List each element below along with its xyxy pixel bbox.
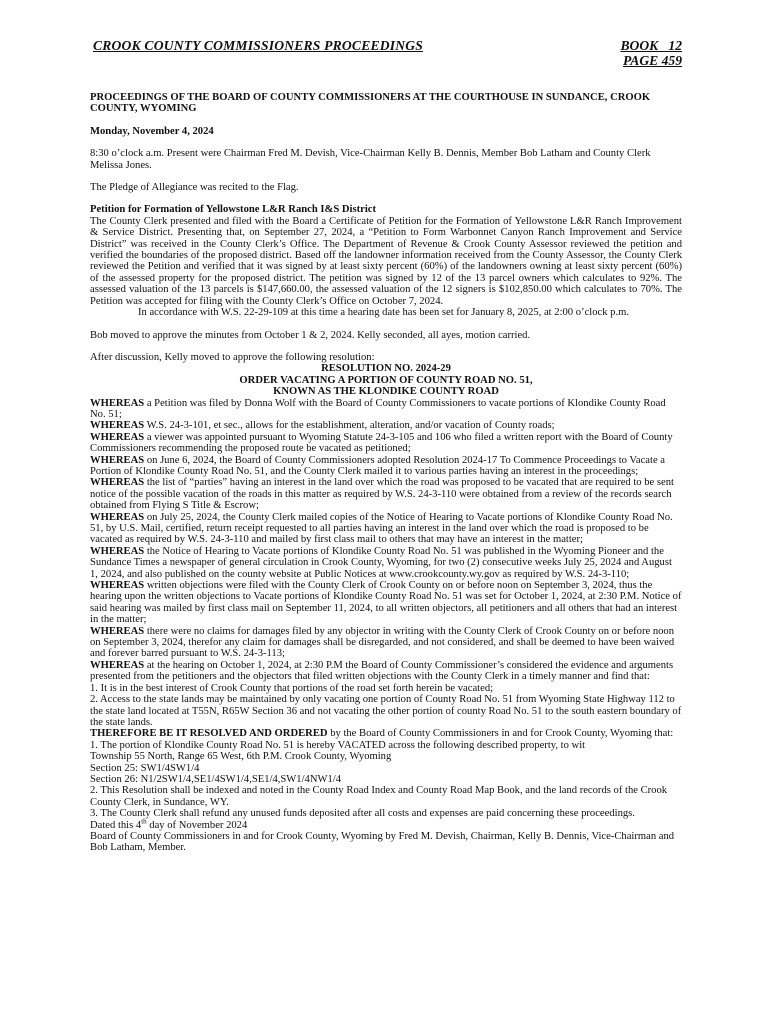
whereas-label: WHEREAS [90, 545, 145, 557]
order-item: Township 55 North, Range 65 West, 6th P.M. Crook County, Wyoming [90, 751, 392, 763]
whereas-text: on July 25, 2024, the County Clerk mailed copies of the Notice of Hearing to Vacate portions of Klondike County Road No. 51, by U.S. Mail, certified, return receipt requested to all parties having an interest in the land over which the road is proposed to be vacated as required by W.S. 24-3-110 and mailed by first class mail to others that may have an interest in the matter; [90, 511, 673, 546]
resolution-number: RESOLUTION NO. 2024-29 [321, 363, 451, 375]
book-number: BOOK 12 [620, 38, 682, 53]
whereas-clause [90, 455, 682, 478]
resolution-title-2: KNOWN AS THE KLONDIKE COUNTY ROAD [273, 386, 499, 398]
whereas-list [90, 398, 682, 683]
whereas-text: there were no claims for damages filed by any objector in writing with the County Clerk of Crook County on or before noon on September 3, 2024, therefor any claim for damages shall be disregarded, and not considered, and shall be deemed to have been waived and forever barred pursuant to W.S. 24-3-113; [90, 625, 675, 660]
whereas-text: the list of “parties” having an interest in the land over which the road was proposed to be vacated that are required to be sent notice of the possible vacation of the roads in this matter as required by W.S. 24-3-110 were obtained from a review of the records search obtained from Flying S Title & Escrow; [90, 477, 674, 512]
whereas-text: written objections were filed with the County Clerk of Crook County on or before noon on September 3, 2024, thus the hearing upon the written objections to Vacate portions of Klondike County Road No. 51 was set for October 1, 2024, at 2:30 P.M. Notice of said hearing was mailed by first class mail on September 11, 2024, to all written objectors, all petitioners and all others that had an interest in the matter; [90, 580, 682, 626]
whereas-clause [90, 660, 682, 683]
whereas-label: WHEREAS [90, 625, 145, 637]
therefore-text: by the Board of County Commissioners in and for Crook County, Wyoming that: [327, 728, 674, 740]
whereas-clause [90, 512, 682, 546]
therefore-label: THEREFORE BE IT RESOLVED AND ORDERED [90, 728, 328, 740]
proceedings-title: CROOK COUNTY COMMISSIONERS PROCEEDINGS [93, 38, 424, 53]
dated-prefix: Dated this 4 [90, 819, 142, 831]
book-page-label [620, 38, 682, 68]
whereas-text: on June 6, 2024, the Board of County Commissioners adopted Resolution 2024-17 To Commence Proceedings to Vacate a Portion of Klondike County Road No. 51, and the County Clerk mailed it to various parties having an interest in the proceedings; [90, 454, 666, 477]
whereas-clause [90, 580, 682, 626]
finding-item: 1. It is in the best interest of Crook County that portions of the road set forth herein be vacated; [90, 682, 494, 694]
signers-paragraph: Board of County Commissioners in and for Crook County, Wyoming by Fred M. Devish, Chairman, Kelly B. Dennis, Vice-Chairman and Bob Latham, Member. [90, 830, 675, 854]
petition-hearing: In accordance with W.S. 22-29-109 at this time a hearing date has been set for January 8, 2025, at 2:00 o’clock p.m. [138, 307, 629, 319]
whereas-clause [90, 398, 682, 421]
whereas-label: WHEREAS [90, 477, 145, 489]
whereas-label: WHEREAS [90, 397, 145, 409]
after-discussion: After discussion, Kelly moved to approve the following resolution: [90, 351, 375, 363]
order-item: Section 26: N1/2SW1/4,SE1/4SW1/4,SE1/4,SW1/4NW1/4 [90, 773, 342, 785]
whereas-text: a viewer was appointed pursuant to Wyoming Statute 24-3-105 and 106 who filed a written report with the Board of County Commissioners recommending the proposed route be vacated as petitioned; [90, 431, 673, 455]
order-item: 3. The County Clerk shall refund any unused funds deposited after all costs and expenses are paid concerning these proceedings. [90, 808, 635, 820]
order-item: 2. This Resolution shall be indexed and noted in the County Road Index and County Road Map Book, and the land records of the Crook County Clerk, in Sundance, WY. [90, 785, 668, 808]
meeting-date: Monday, November 4, 2024 [90, 125, 214, 137]
whereas-clause [90, 432, 682, 455]
document-page [90, 34, 682, 854]
order-item: Section 25: SW1/4SW1/4 [90, 762, 200, 774]
finding-item: 2. Access to the state lands may be maintained by only vacating one portion of County Road No. 51 from Wyoming State Highway 112 to the state land located at T55N, R65W Section 36 and not vacating the other portion of county Road No. 51 to the south eastern boundary of the state lands. [90, 694, 682, 728]
resolution-title-1: ORDER VACATING A PORTION OF COUNTY ROAD NO. 51, [239, 374, 533, 386]
whereas-label: WHEREAS [90, 580, 145, 592]
order-item: 1. The portion of Klondike County Road No. 51 is hereby VACATED across the following described property, to wit [90, 739, 586, 751]
whereas-label: WHEREAS [90, 454, 145, 466]
petition-heading: Petition for Formation of Yellowstone L&R Ranch I&S District [90, 204, 376, 216]
whereas-label: WHEREAS [90, 420, 145, 432]
minutes-paragraph: Bob moved to approve the minutes from October 1 & 2, 2024. Kelly seconded, all ayes, motion carried. [90, 329, 531, 341]
whereas-clause [90, 477, 682, 511]
whereas-clause [90, 546, 682, 580]
whereas-text: W.S. 24-3-101, et sec., allows for the establishment, alteration, and/or vacation of County roads; [144, 420, 555, 432]
whereas-text: the Notice of Hearing to Vacate portions of Klondike County Road No. 51 was published in the Wyoming Pioneer and the Sundance Times a newspaper of general circulation in Crook County, Wyoming, for two (2) consecutive weeks July 25, 2024 and August 1, 2024, and also published on the county website at Public Notices at www.crookcounty.wy.gov as required by W.S. 24-3-110; [90, 545, 672, 580]
intro-title: PROCEEDINGS OF THE BOARD OF COUNTY COMMISSIONERS AT THE COURTHOUSE IN SUNDANCE, CROOK COUNTY, WYOMING [90, 92, 651, 115]
present-paragraph: 8:30 o’clock a.m. Present were Chairman Fred M. Devish, Vice-Chairman Kelly B. Dennis, Member Bob Latham and County Clerk Melissa Jones. [90, 148, 651, 171]
whereas-text: a Petition was filed by Donna Wolf with the Board of County Commissioners to vacate portions of Klondike County Road No. 51; [90, 397, 666, 420]
dated-line [90, 817, 682, 831]
whereas-label: WHEREAS [90, 659, 145, 671]
whereas-label: WHEREAS [90, 511, 145, 523]
whereas-text: at the hearing on October 1, 2024, at 2:30 P.M the Board of County Commissioner’s considered the evidence and arguments presented from the petitioners and the objectors that filed written objections with the County Clerk in a timely manner and find that: [90, 659, 674, 683]
page-number: PAGE 459 [622, 53, 682, 68]
page-header [90, 34, 682, 74]
therefore-clause [90, 728, 682, 739]
dated-suffix: day of November 2024 [146, 819, 248, 831]
whereas-clause [90, 420, 682, 431]
pledge-paragraph: The Pledge of Allegiance was recited to the Flag. [90, 182, 299, 194]
petition-body: The County Clerk presented and filed with the Board a Certificate of Petition for the Formation of Yellowstone L&R Ranch Improvement & Service District. Presenting that, on September 27, 2024, a “Petition to Form Warbonnet Canyon Ranch Improvement and Service District” was received in the County Clerk’s Office. The Department of Revenue & Crook County Assessor reviewed the petition and verified the boundaries of the proposed district. Based off the landowner information received from the County Assessor, the County Clerk reviewed the Petition and verified that it was signed by at least sixty percent (60%) of the landowners owning at least sixty percent (60%) of the assessed property for the proposed district. The petition was signed by 12 of the 13 parcel owners which calculates to 92%. The assessed valuation of the 13 parcels is $147,660.00, the assessed valuation of the 12 signers is $102,850.00 which calculates to 70%. The Petition was accepted for filing with the County Clerk’s Office on October 7, 2024. [90, 215, 682, 307]
whereas-clause [90, 626, 682, 660]
whereas-label: WHEREAS [90, 431, 145, 443]
dated-ordinal: th [141, 817, 147, 826]
